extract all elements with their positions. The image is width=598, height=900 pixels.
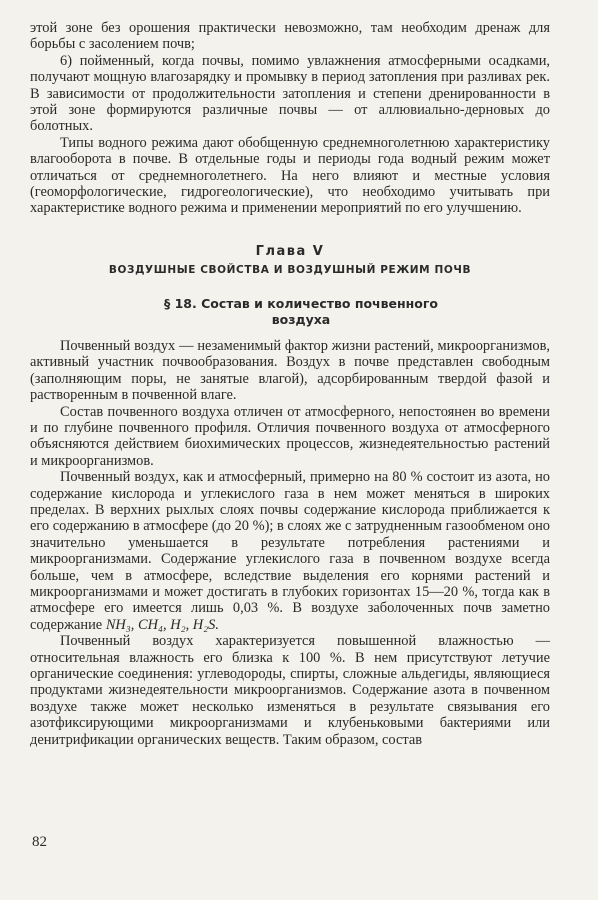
paragraph-floodplain-regime: 6) пойменный, когда почвы, помимо увлажнения атмосферными осадками, получают мощную влагозарядку и промывку в период затопления при разливах рек. В зависимости от продолжительности затопления и степени дренированности в этой зоне формируются различные почвы — от аллювиально-дерновых до болотных. (30, 52, 550, 135)
paragraph-soil-air-humidity: Почвенный воздух характеризуется повышенной влажностью — относительная влажность его близка к 100 %. В нем присутствуют летучие органические соединения: углеводороды, спирты, сложные альдегиды, являющиеся продуктами жизнедеятельности микроорганизмов. Содержание азота в почвенном воздухе также может несколько изменяться в результате связывания его азотфиксирующими микроорганизмами и клубеньковыми бактериями или денитрификации органических веществ. Таким образом, состав (30, 633, 550, 748)
paragraph-soil-air-definition: Почвенный воздух — незаменимый фактор жизни растений, микроорганизмов, активный участник почвообразования. Воздух в почве представлен свободным (заполняющим поры, не занятые влагой), адсорбированным твердой фазой и растворенным в почвенной влаге. (30, 337, 550, 404)
paragraph-zone-drainage: этой зоне без орошения практически невозможно, там необходим дренаж для борьбы с засолением почв; (30, 20, 550, 53)
chapter-label: Глава V (255, 243, 325, 259)
section-title-line-1: § 18. Состав и количество почвенного (163, 295, 439, 311)
paragraph-soil-air-composition: Состав почвенного воздуха отличен от атмосферного, непостоянен во времени и по глубине почвенного профиля. Отличия почвенного воздуха от атмосферного объясняются действием биохимических процессов, жизнедеятельностью растений и микроорганизмов. (30, 403, 550, 469)
page-content (30, 20, 550, 748)
section-title-line-2: воздуха (271, 311, 331, 327)
paragraph-water-regime-types: Типы водного режима дают обобщенную среднемноголетнюю характеристику влагооборота в почве. В отдельные годы и периоды года водный режим может отличаться от среднемноголетнего. На него влияют и местные условия (геоморфологические, гидрогеологические), что необходимо учитывать при характеристике водного режима и применении мероприятий по его улучшению. (30, 134, 550, 217)
section-title (30, 296, 550, 328)
chapter-title: ВОЗДУШНЫЕ СВОЙСТВА И ВОЗДУШНЫЙ РЕЖИМ ПОЧВ (108, 263, 472, 276)
section-body (30, 338, 550, 748)
page-number: 82 (32, 834, 47, 850)
paragraph-nitrogen-oxygen-co2-text: Почвенный воздух, как и атмосферный, примерно на 80 % состоит из азота, но содержание кислорода и углекислого газа в нем может меняться в широких пределах. В верхних рыхлых слоях почвы содержание кислорода приближается к его содержанию в атмосфере (до 20 %); в слоях же с затрудненным газообменом оно значительно уменьшается в результате потребления растениями и микроорганизмами. Содержание углекислого газа в почвенном воздухе всегда больше, чем в атмосфере, вследствие выделения его корнями растений и микроорганизмами и может достигать в глубоких горизонтах 15—20 %, тогда как в атмосфере его имеется лишь 0,03 %. В воздухе заболоченных почв заметно содержание (30, 469, 550, 633)
gas-formulas: NH₃, CH₄, H₂, H₂S. (105, 616, 219, 633)
paragraph-nitrogen-oxygen-co2 (30, 469, 550, 633)
